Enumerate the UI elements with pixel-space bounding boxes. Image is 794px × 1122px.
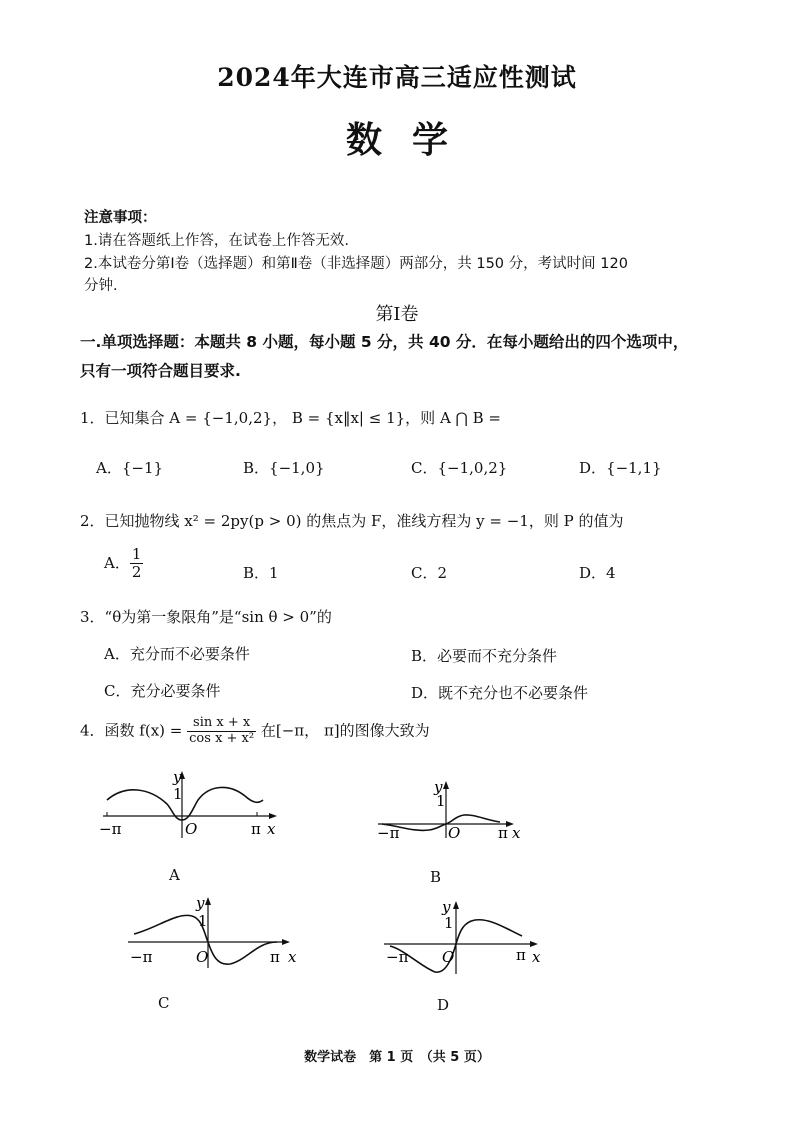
fraction-numerator: 1 bbox=[131, 545, 142, 563]
pi-label: π bbox=[516, 946, 526, 964]
question-1-option-c: C．{−1,0,2} bbox=[411, 459, 508, 477]
y-label: y bbox=[434, 778, 443, 796]
y-label: y bbox=[442, 898, 451, 916]
notes-heading: 注意事项： bbox=[84, 210, 157, 226]
origin-label: O bbox=[448, 824, 461, 842]
fraction-numerator: sin x + x bbox=[187, 716, 256, 732]
notes-item-1: 1.请在答题纸上作答，在试卷上作答无效. bbox=[84, 233, 349, 249]
question-1-option-b: B．{−1,0} bbox=[243, 459, 325, 477]
question-1-stem: 1．已知集合 A = {−1,0,2}， B = {x‖x| ≤ 1}，则 A ⋂ B = bbox=[80, 409, 501, 427]
subject-title: 数学 bbox=[345, 119, 478, 161]
graph-d-label: D bbox=[437, 996, 450, 1014]
neg-pi-label: −π bbox=[130, 948, 153, 966]
x-label: x bbox=[532, 948, 541, 966]
one-label: 1 bbox=[198, 912, 208, 930]
question-4-fraction bbox=[187, 716, 256, 747]
neg-pi-label: −π bbox=[386, 948, 409, 966]
origin-label: O bbox=[196, 948, 209, 966]
question-3-stem: 3．“θ为第一象限角”是“sin θ > 0”的 bbox=[80, 608, 332, 626]
question-2-option-a bbox=[104, 546, 143, 582]
fraction-denominator: cos x + x² bbox=[189, 730, 255, 746]
question-2-option-a-label: A． bbox=[104, 553, 130, 572]
graph-c bbox=[122, 892, 302, 972]
one-label: 1 bbox=[173, 785, 183, 803]
graph-b bbox=[374, 778, 524, 842]
graph-c-label: C bbox=[158, 994, 170, 1012]
section-instruction-line-2: 只有一项符合题目要求. bbox=[80, 362, 241, 380]
y-axis-arrow-icon bbox=[443, 781, 449, 789]
origin-label: O bbox=[442, 948, 455, 966]
graph-a-label: A bbox=[169, 866, 180, 884]
question-2-stem: 2．已知抛物线 x² = 2py(p > 0) 的焦点为 F，准线方程为 y = −1，则 P 的值为 bbox=[80, 512, 624, 530]
question-4-stem-suffix: 在[−π， π]的图像大致为 bbox=[260, 721, 430, 740]
x-axis-arrow-icon bbox=[530, 941, 538, 947]
pi-label: π bbox=[498, 824, 508, 842]
y-label: y bbox=[173, 768, 182, 786]
question-1-option-d: D．{−1,1} bbox=[579, 459, 662, 477]
y-axis-arrow-icon bbox=[453, 901, 459, 909]
question-2-option-b: B．1 bbox=[243, 564, 279, 582]
question-3-option-a: A．充分而不必要条件 bbox=[104, 645, 250, 663]
question-2-option-d: D．4 bbox=[579, 564, 616, 582]
one-label: 1 bbox=[444, 914, 454, 932]
question-1-option-a: A．{−1} bbox=[96, 459, 164, 477]
section-instruction-line-1: 一.单项选择题：本题共 8 小题，每小题 5 分，共 40 分．在每小题给出的四个选项中， bbox=[80, 333, 689, 351]
question-4-stem-prefix: 4．函数 f(x) = bbox=[80, 721, 183, 740]
graph-d bbox=[380, 896, 545, 978]
question-2-option-a-fraction bbox=[130, 546, 144, 582]
function-curve bbox=[382, 815, 500, 831]
x-label: x bbox=[267, 820, 276, 838]
x-label: x bbox=[512, 824, 521, 842]
graph-a bbox=[95, 766, 285, 844]
y-label: y bbox=[196, 894, 205, 912]
question-4-stem bbox=[80, 716, 430, 747]
pi-label: π bbox=[251, 820, 261, 838]
part-heading: 第Ⅰ卷 bbox=[375, 304, 419, 325]
neg-pi-label: −π bbox=[99, 820, 122, 838]
function-curve bbox=[107, 787, 263, 820]
question-3-option-b: B．必要而不充分条件 bbox=[411, 647, 558, 665]
graph-b-label: B bbox=[430, 868, 442, 886]
x-label: x bbox=[288, 948, 297, 966]
fraction-denominator: 2 bbox=[131, 563, 142, 582]
y-axis-arrow-icon bbox=[205, 897, 211, 905]
notes-item-2-line-2: 分钟. bbox=[84, 278, 118, 294]
x-axis-arrow-icon bbox=[269, 813, 277, 819]
question-3-option-c: C．充分必要条件 bbox=[104, 682, 221, 700]
one-label: 1 bbox=[436, 792, 446, 810]
exam-title: 2024年大连市高三适应性测试 bbox=[217, 63, 577, 92]
pi-label: π bbox=[270, 948, 280, 966]
neg-pi-label: −π bbox=[377, 824, 400, 842]
page-footer: 数学试卷 第 1 页 （共 5 页） bbox=[304, 1050, 490, 1065]
question-3-option-d: D．既不充分也不必要条件 bbox=[411, 684, 589, 702]
origin-label: O bbox=[185, 820, 198, 838]
x-axis-arrow-icon bbox=[282, 939, 290, 945]
question-2-option-c: C．2 bbox=[411, 564, 448, 582]
notes-item-2-line-1: 2.本试卷分第Ⅰ卷（选择题）和第Ⅱ卷（非选择题）两部分，共 150 分，考试时间 120 bbox=[84, 256, 628, 272]
